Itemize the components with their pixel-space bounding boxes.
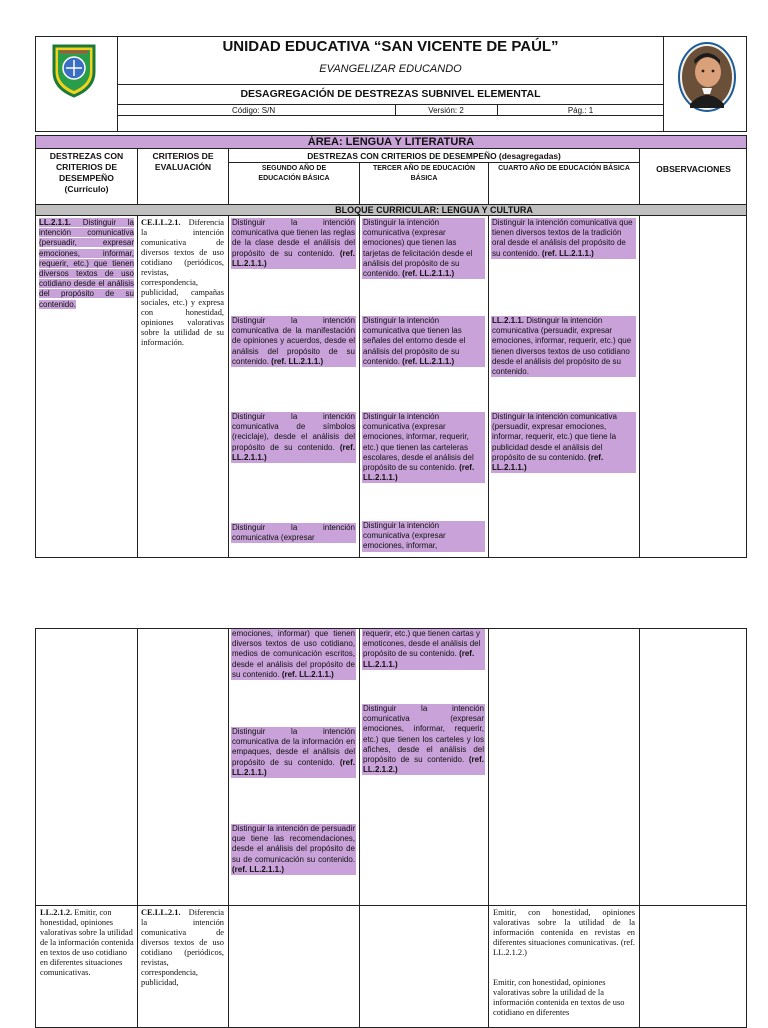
destreza-code: LL.2.1.1. — [39, 218, 72, 227]
tercero-item-4: Distinguir la intención comunicativa (expresar emociones, informar, — [362, 521, 485, 552]
cuarto-row2-item-2: Emitir, con honestidad, opiniones valorativas sobre la utilidad de la información contenida en textos de uso cotidiano en diferentes — [493, 978, 625, 1017]
col-segundo: SEGUNDO AÑO DE EDUCACIÓN BÁSICA — [258, 165, 330, 182]
tercero-item-1: Distinguir la intención comunicativa (expresar emociones) que tienen las tarjetas de felicitación desde el análisis del propósito de su contenido. (ref. LL.2.1.1.) — [362, 218, 485, 279]
col-observaciones: OBSERVACIONES — [656, 164, 731, 174]
doc-title: DESAGREGACIÓN DE DESTREZAS SUBNIVEL ELEMENTAL — [240, 88, 541, 100]
tercero-item-3: Distinguir la intención comunicativa (expresar emociones, informar, requerir, etc.) que tienen las carteleras escolares, desde el análisis del propósito de su contenido. (ref. LL.2.1.1.) — [362, 412, 485, 483]
col-group: DESTREZAS CON CRITERIOS DE DESEMPEÑO (desagregadas) — [307, 151, 561, 161]
criterio-code-2: CE.LL.2.1. — [141, 908, 181, 917]
cuarto-item-1: Distinguir la intención comunicativa que tienen diversos textos de la tradición oral desde el análisis del propósito de su contenido. (ref. LL.2.1.1.) — [491, 218, 636, 259]
col-tercero: TERCER AÑO DE EDUCACIÓN BÁSICA — [372, 165, 476, 182]
criterio-code: CE.LL.2.1. — [141, 218, 181, 227]
doc-page: Pág.: 1 — [567, 106, 594, 115]
destreza-code-2: LL.2.1.2. — [40, 908, 73, 917]
school-name: UNIDAD EDUCATIVA “SAN VICENTE DE PAÚL” — [222, 38, 559, 55]
cuarto-item-2: LL.2.1.1. Distinguir la intención comunicativa (persuadir, expresar emociones, informar, requerir, etc.) que tienen diversos textos de uso cotidiano desde el análisis del propósito de su contenido. — [491, 316, 636, 377]
criterio-text-2: Diferencia la intención comunicativa de diversos textos de uso cotidiano (periódicos, revistas, correspondencia, publicidad, — [141, 908, 224, 987]
doc-code: Código: S/N — [232, 106, 276, 115]
segundo-item-7: Distinguir la intención de persuadir que tiene las recomendaciones, desde el análisis del propósito de su de comunicación su contenido. (ref. LL.2.1.1.) — [232, 824, 355, 874]
destreza-text: Distinguir la intención comunicativa (persuadir, expresar emociones, informar, requerir, etc.) que tienen diversos textos de uso cotidiano desde el análisis del propósito de su contenido. — [39, 218, 134, 309]
destreza-text-2: Emitir, con honestidad, opiniones valorativas sobre la utilidad de la información contenida en textos de uso cotidiano en diferentes situaciones comunicativas. — [40, 908, 134, 977]
motto: EVANGELIZAR EDUCANDO — [319, 63, 462, 75]
saint-portrait — [678, 42, 736, 112]
tercero-item-2: Distinguir la intención comunicativa que tienen las señales del entorno desde el análisis del propósito de su contenido. (ref. LL.2.1.1.) — [362, 316, 485, 367]
segundo-item-2: Distinguir la intención comunicativa de la manifestación de opiniones y acuerdos, desde el análisis del propósito de su contenido. (ref. LL.2.1.1.) — [232, 316, 355, 366]
area-title: ÁREA: LENGUA Y LITERATURA — [307, 136, 475, 148]
segundo-item-5: emociones, informar) que tienen diversos textos de uso cotidiano, medios de comunicación escritos, desde el análisis del propósito de su contenido. (ref. LL.2.1.1.) — [232, 629, 355, 679]
criterio-cell-1 — [141, 218, 224, 348]
col-destrezas: DESTREZAS CON CRITERIOS DE DESEMPEÑO (Currículo) — [49, 151, 124, 194]
criterio-text: Diferencia la intención comunicativa de diversos textos de uso cotidiano (periódicos, revistas, correspondencia, publicidad, campañas sociales, etc.) y expresa con honestidad, opiniones valorativas sobre la utilidad de su información. — [141, 218, 224, 347]
criterio-cell-2 — [141, 908, 224, 988]
segundo-item-6: Distinguir la intención comunicativa de la información en empaques, desde el análisis del propósito de su contenido. (ref. LL.2.1.1.) — [232, 727, 355, 777]
school-logo — [46, 40, 102, 98]
destreza-cell-1 — [39, 218, 134, 310]
doc-version: Versión: 2 — [428, 106, 464, 115]
col-criterios: CRITERIOS DE EVALUACIÓN — [152, 151, 214, 172]
cuarto-row2-item-1: Emitir, con honestidad, opiniones valorativas sobre la utilidad de la información contenida en revistas en diferentes situaciones comunicativas. (ref. LL.2.1.2.) — [493, 908, 635, 957]
tercero-item-6: Distinguir la intención comunicativa (expresar emociones, informar, requerir, etc.) que tienen los carteles y los afiches, desde el análisis del propósito de su contenido. (ref. LL.2.1.2.) — [363, 704, 484, 775]
segundo-item-1: Distinguir la intención comunicativa que tienen las reglas de la clase desde el análisis del propósito de su contenido. (ref. LL.2.1.1.) — [232, 218, 355, 268]
col-cuarto: CUARTO AÑO DE EDUCACIÓN BÁSICA — [498, 165, 630, 172]
segundo-item-3: Distinguir la intención comunicativa de símbolos (reciclaje), desde el análisis del propósito de su contenido. (ref. LL.2.1.1.) — [232, 412, 355, 462]
segundo-item-4: Distinguir la intención comunicativa (expresar — [232, 523, 355, 543]
destreza-cell-2 — [40, 908, 134, 978]
block-title: BLOQUE CURRICULAR: LENGUA Y CULTURA — [335, 205, 533, 215]
tercero-item-5: requerir, etc.) que tienen cartas y emoticones, desde el análisis del propósito de su contenido. (ref. LL.2.1.1.) — [362, 629, 485, 670]
cuarto-item-3: Distinguir la intención comunicativa (persuadir, expresar emociones, informar, requerir, etc.) que tiene la publicidad desde el análisis del propósito de su contenido. (ref. LL.2.1.1.) — [491, 412, 636, 473]
